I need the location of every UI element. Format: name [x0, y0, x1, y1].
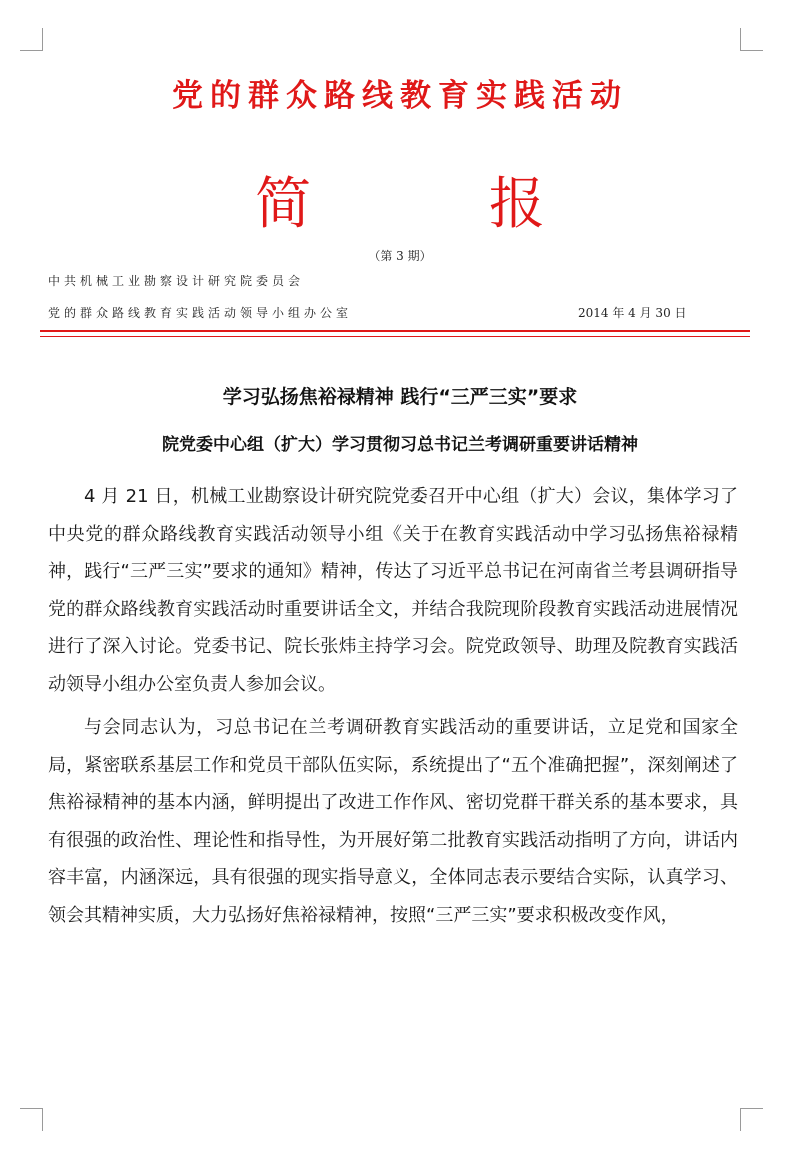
- article-title: 学习弘扬焦裕禄精神 践行“三严三实”要求: [222, 386, 578, 408]
- issuer-line-2: 党的群众路线教育实践活动领导小组办公室: [48, 306, 353, 320]
- article-body: [48, 478, 738, 940]
- article-subtitle: 院党委中心组（扩大）学习贯彻习总书记兰考调研重要讲话精神: [162, 435, 638, 455]
- crop-mark-bottom-left: [20, 1108, 43, 1131]
- crop-mark-bottom-right: [740, 1108, 763, 1131]
- issue-date: 2014 年 4 月 30 日: [578, 306, 687, 320]
- brief-title: 简 报: [255, 172, 625, 237]
- issuer-line-1: 中共机械工业勘察设计研究院委员会: [48, 274, 305, 288]
- header-rule-thin: [40, 336, 750, 337]
- paragraph: 与会同志认为，习总书记在兰考调研教育实践活动的重要讲话，立足党和国家全局，紧密联系基层工作和党员干部队伍实际，系统提出了“五个准确把握”，深刻阐述了焦裕禄精神的基本内涵，鲜明提出了改进工作作风、密切党群干群关系的基本要求，具有很强的政治性、理论性和指导性，为开展好第二批教育实践活动指明了方向，讲话内容丰富，内涵深远，具有很强的现实指导意义，全体同志表示要结合实际，认真学习、领会其精神实质，大力弘扬好焦裕禄精神，按照“三严三实”要求积极改变作风，: [48, 717, 738, 926]
- issue-number: （第 3 期）: [368, 249, 432, 263]
- crop-mark-top-left: [20, 28, 43, 51]
- campaign-title: 党的群众路线教育实践活动: [172, 78, 628, 114]
- paragraph: 4 月 21 日，机械工业勘察设计研究院党委召开中心组（扩大）会议，集体学习了中央党的群众路线教育实践活动领导小组《关于在教育实践活动中学习弘扬焦裕禄精神，践行“三严三实”要求的通知》精神，传达了习近平总书记在河南省兰考县调研指导党的群众路线教育实践活动时重要讲话全文，并结合我院现阶段教育实践活动进展情况进行了深入讨论。党委书记、院长张炜主持学习会。院党政领导、助理及院教育实践活动领导小组办公室负责人参加会议。: [48, 486, 738, 695]
- crop-mark-top-right: [740, 28, 763, 51]
- header-rule-thick: [40, 330, 750, 332]
